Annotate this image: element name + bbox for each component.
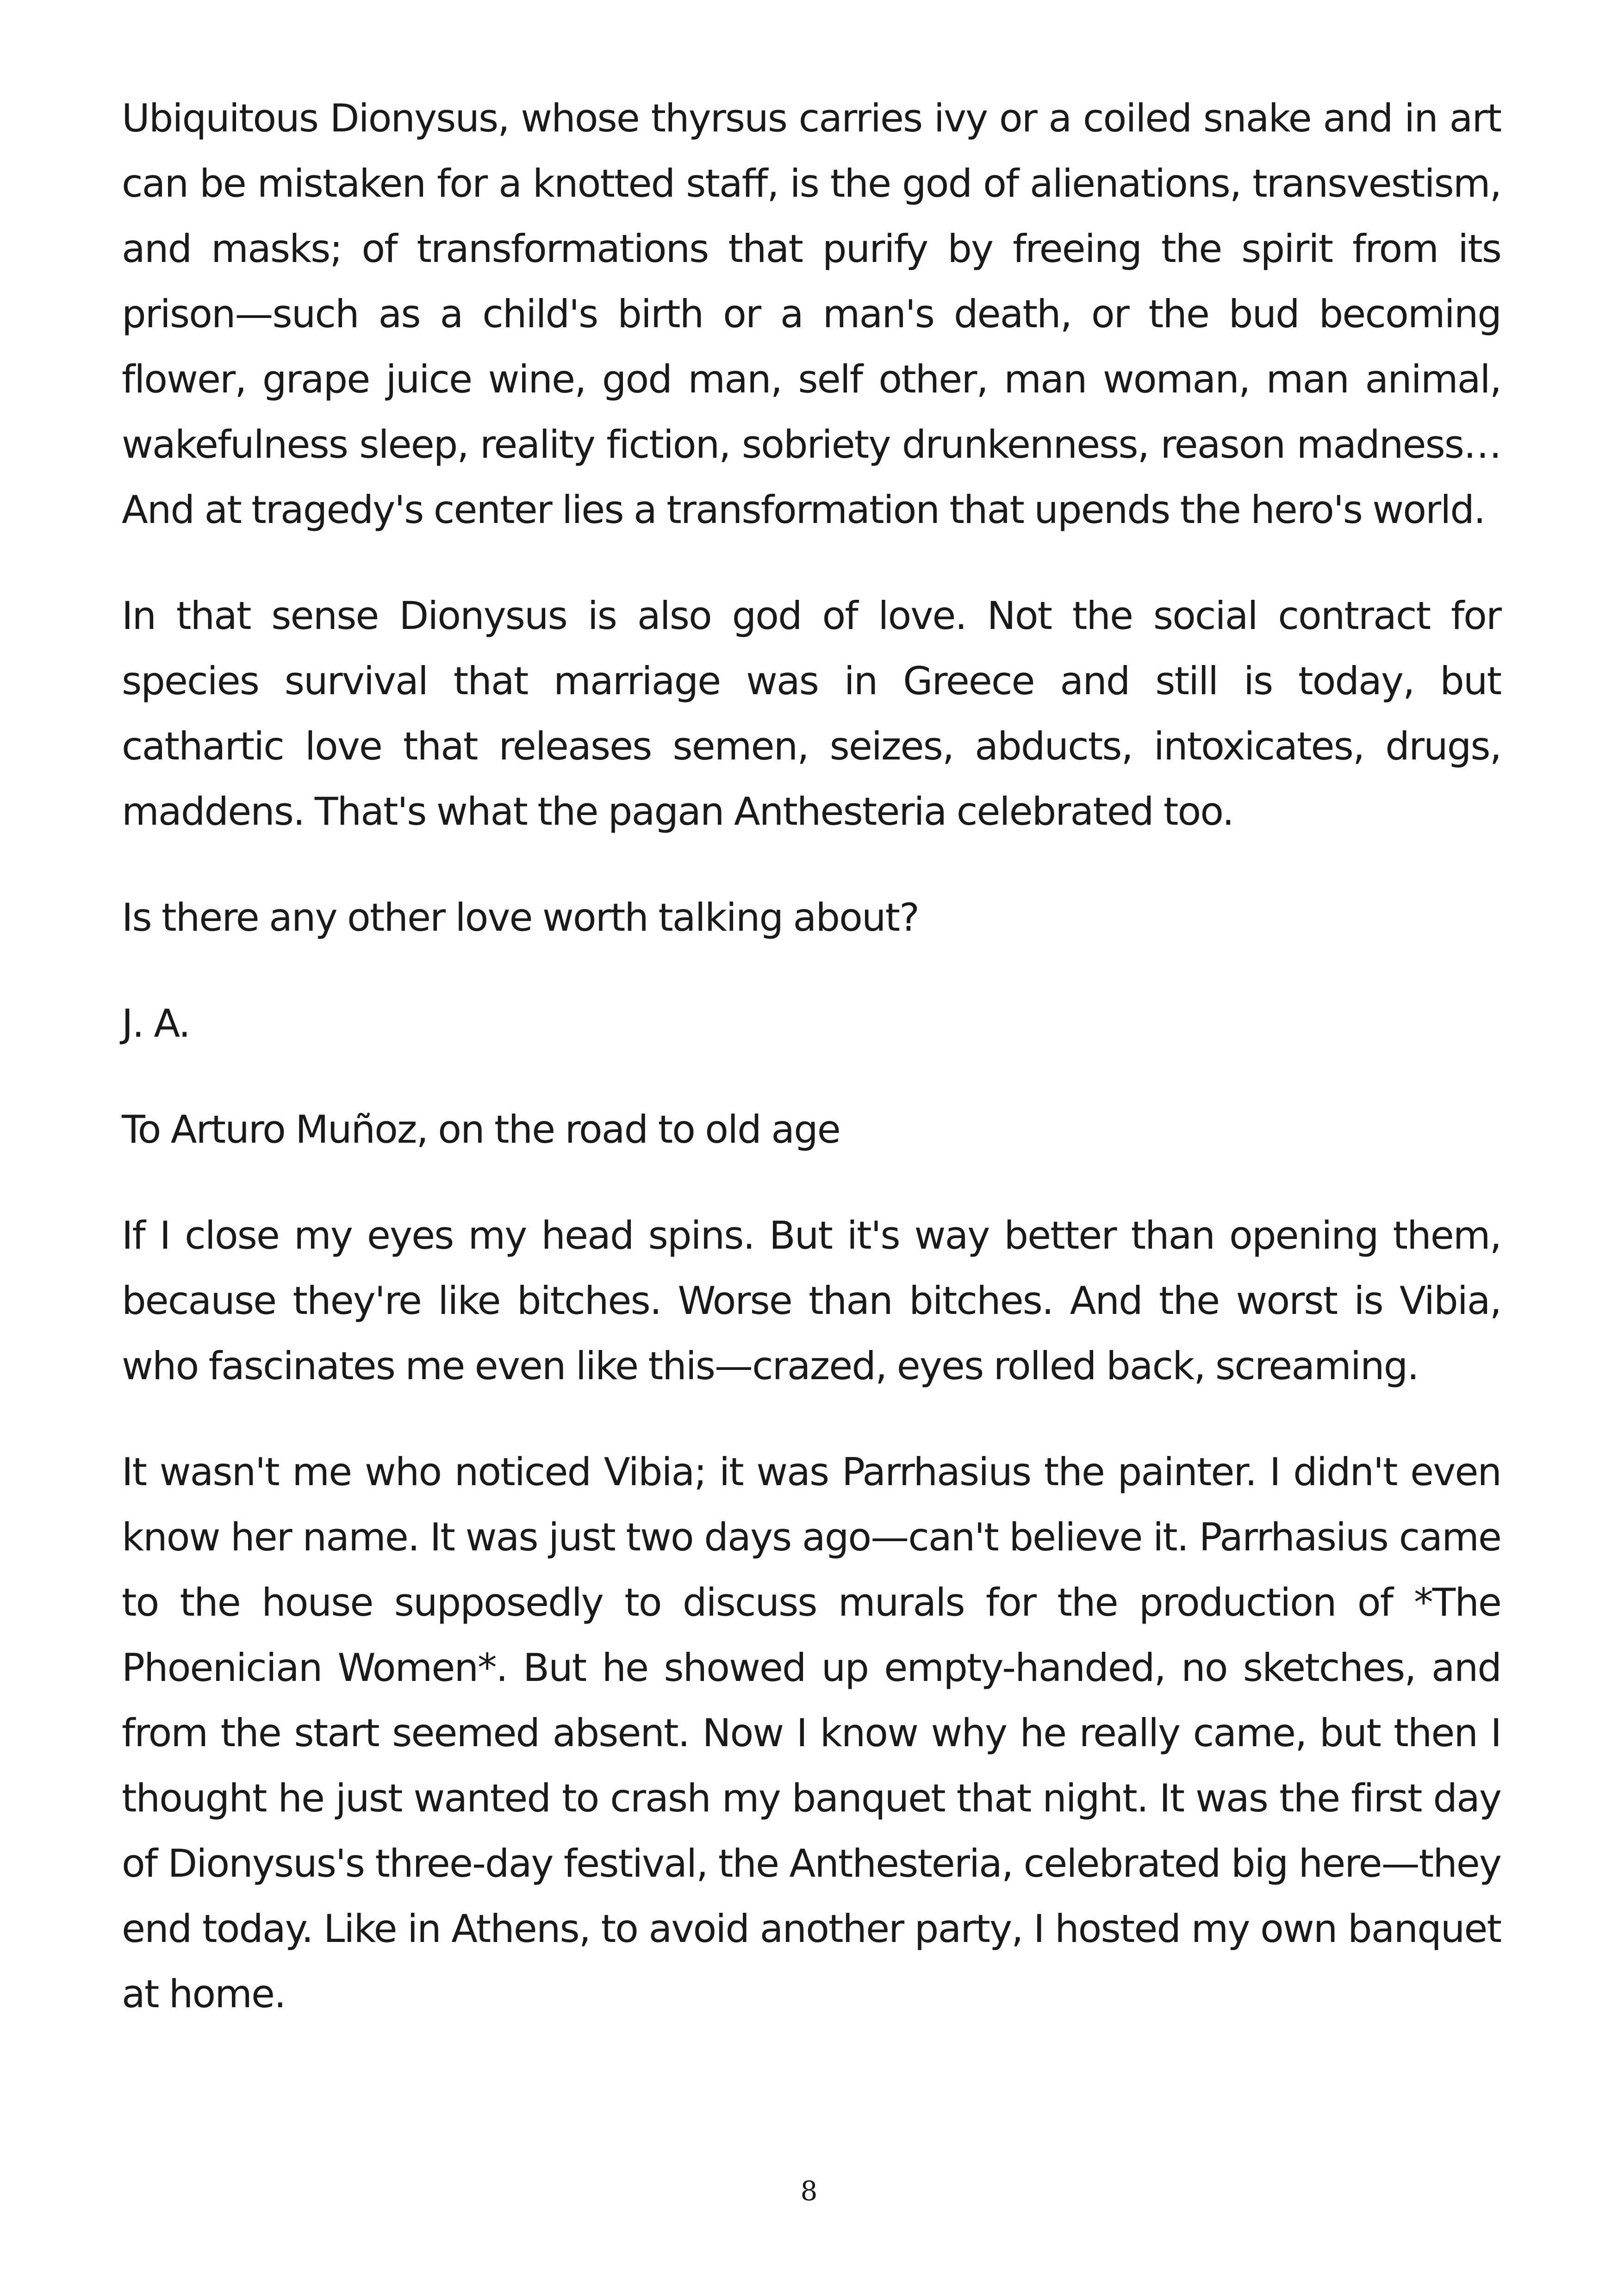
paragraph-dionysus-transformations: Ubiquitous Dionysus, whose thyrsus carries ivy or a coiled snake and in art can be mistaken for a knotted staff, is the god of alienations, transvestism, and masks; of transformations that purify by freeing the spirit from its prison—such as a child's birth or a man's death, or the bud becoming flower, grape juice wine, god man, self other, man woman, man animal, wakefulness sleep, reality fiction, sobriety drunkenness, reason madness… And at tragedy's center lies a transformation that upends the hero's world. xyxy=(122,96,1501,532)
author-initials: J. A. xyxy=(122,1001,190,1046)
paragraph-question: Is there any other love worth talking about? xyxy=(122,895,919,940)
dedication: To Arturo Muñoz, on the road to old age xyxy=(122,1107,840,1152)
paragraph-god-of-love: In that sense Dionysus is also god of love. Not the social contract for species survival that marriage was in Greece and still is today, but cathartic love that releases semen, seizes, abducts, intoxicates, drugs, maddens. That's what the pagan Anthesteria celebrated too. xyxy=(122,593,1501,834)
body-text xyxy=(122,86,1501,2067)
paragraph-closed-eyes: If I close my eyes my head spins. But it's way better than opening them, because they're like bitches. Worse than bitches. And the worst is Vibia, who fascinates me even like this—crazed, eyes rolled back, screaming. xyxy=(122,1213,1501,1388)
page-number: 8 xyxy=(800,2175,818,2207)
paragraph-parrhasius: It wasn't me who noticed Vibia; it was Parrhasius the painter. I didn't even know her name. It was just two days ago—can't believe it. Parrhasius came to the house supposedly to discuss murals for the production of *The Phoenician Women*. But he showed up empty-handed, no sketches, and from the start seemed absent. Now I know why he really came, but then I thought he just wanted to crash my banquet that night. It was the first day of Dionysus's three-day festival, the Anthesteria, celebrated big here—they end today. Like in Athens, to avoid another party, I hosted my own banquet at home. xyxy=(122,1450,1501,2016)
